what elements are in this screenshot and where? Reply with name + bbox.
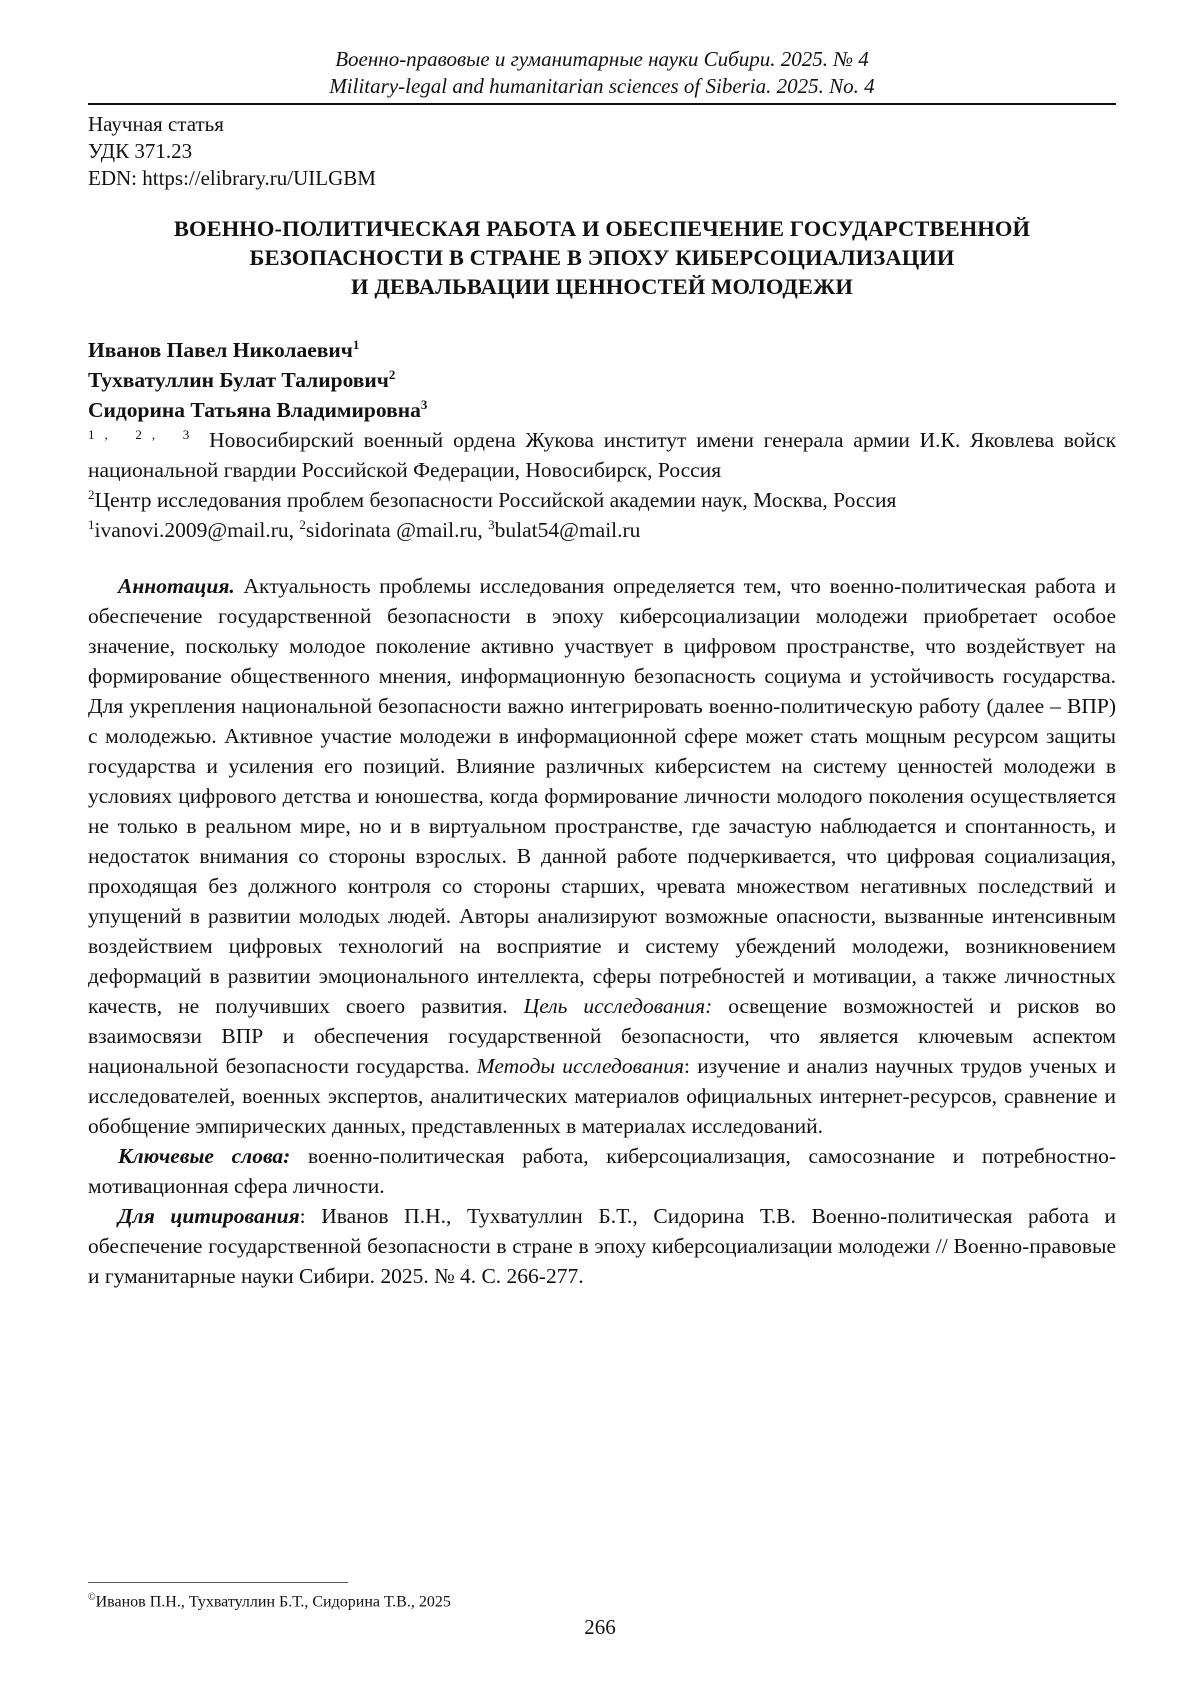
author-list (88, 335, 1116, 425)
journal-header-ru: Военно-правовые и гуманитарные науки Сибири. 2025. № 4 (335, 47, 869, 71)
affiliation-2: $^2$Центр исследования проблем безопасности Российской академии наук, Москва, Россия (88, 486, 897, 512)
udk: УДК 371.23 (88, 139, 193, 163)
author: Иванов Павел Николаевич$^1$ (88, 336, 360, 362)
email-link[interactable]: bulat54@mail.ru (494, 518, 641, 542)
email-link[interactable]: ivanovi.2009@mail.ru, (94, 518, 300, 542)
article-meta (88, 111, 1116, 192)
citation-label: Для цитирования (118, 1204, 300, 1228)
journal-header-en: Military-legal and humanitarian sciences of Siberia. 2025. No. 4 (329, 74, 875, 98)
title-line: ВОЕННО-ПОЛИТИЧЕСКАЯ РАБОТА И ОБЕСПЕЧЕНИЕ ГОСУДАРСТВЕННОЙ (173, 216, 1031, 241)
title-line: БЕЗОПАСНОСТИ В СТРАНЕ В ЭПОХУ КИБЕРСОЦИАЛИЗАЦИИ (249, 245, 955, 270)
abstract-label: Аннотация. (118, 574, 235, 598)
abstract-section (88, 571, 1116, 1291)
article-title (88, 214, 1116, 301)
abstract: Аннотация. Актуальность проблемы исследования определяется тем, что военно-политическая работа и обеспечение государственной безопасности в эпоху киберсоциализации молодежи приобретает особое значение, поскольку молодое поколение активно участвует в цифровом пространстве, что воздействует на формирование общественного мнения, информационную безопасность социума и устойчивость государства. Для укрепления национальной безопасности важно интегрировать военно-политическую работу (далее – ВПР) с молодежью. Активное участие молодежи в информационной сфере может стать мощным ресурсом защиты государства и усиления его позиций. Влияние различных киберсистем на систему ценностей молодежи в условиях цифрового детства и юношества, когда формирование личности молодого поколения осуществляется не только в реальном мире, но и в виртуальном пространстве, где зачастую наблюдается и спонтанность, и недостаток внимания со стороны взрослых. В данной работе подчеркивается, что цифровая социализация, проходящая без должного контроля со стороны старших, чревата множеством негативных последствий и упущений в развитии молодых людей. Авторы анализируют возможные опасности, вызванные интенсивным воздействием цифровых технологий на восприятие и систему убеждений молодежи, возникновением деформаций в развитии эмоционального интеллекта, сферы потребностей и мотивации, а также личностных качеств, не получивших своего развития. Цель исследования: освещение возможностей и рисков во взаимосвязи ВПР и обеспечения государственной безопасности, что является ключевым аспектом национальной безопасности государства. Методы исследования: изучение и анализ научных трудов ученых и исследователей, военных экспертов, аналитических материалов официальных интернет-ресурсов, сравнение и обобщение эмпирических данных, представленных в материалах исследований. (88, 574, 1116, 1138)
email-link[interactable]: sidorinata @mail.ru, (305, 518, 489, 542)
goal-label: Цель исследования: (523, 994, 713, 1018)
copyright-footnote: ©Иванов П.Н., Тухватуллин Б.Т., Сидорина Т.В., 2025 (88, 1592, 451, 1611)
keywords: Ключевые слова: военно-политическая работа, киберсоциализация, самосознание и потребностно-мотивационная сфера личности. (88, 1144, 1116, 1198)
affiliation-1: $^{1, 2, 3}$ Новосибирский военный ордена Жукова институт имени генерала армии И.К. Яковлева войск национальной гвардии Российской Федерации, Новосибирск, Россия (88, 426, 1117, 482)
title-line: И ДЕВАЛЬВАЦИИ ЦЕННОСТЕЙ МОЛОДЕЖИ (351, 274, 853, 299)
journal-header (88, 46, 1116, 100)
keywords-label: Ключевые слова: (118, 1144, 291, 1168)
article-type: Научная статья (88, 112, 224, 136)
author-emails: $^1$ivanovi.2009@mail.ru, $^2$sidorinata @mail.ru, $^3$bulat54@mail.ru (88, 516, 641, 542)
citation: Для цитирования: Иванов П.Н., Тухватуллин Б.Т., Сидорина Т.В. Военно-политическая работа и обеспечение государственной безопасности в стране в эпоху киберсоциализации молодежи // Военно-правовые и гуманитарные науки Сибири. 2025. № 4. С. 266-277. (88, 1204, 1116, 1288)
edn-link: EDN: https://elibrary.ru/UILGBM (88, 166, 376, 190)
author: Сидорина Татьяна Владимировна$^3$ (88, 396, 428, 422)
methods-label: Методы исследования (476, 1054, 685, 1078)
page-number: 266 (584, 1615, 616, 1639)
footnote-rule (88, 1582, 348, 1583)
header-rule (88, 103, 1116, 105)
page (88, 46, 1116, 1291)
author: Тухватуллин Булат Талирович$^2$ (88, 366, 396, 392)
